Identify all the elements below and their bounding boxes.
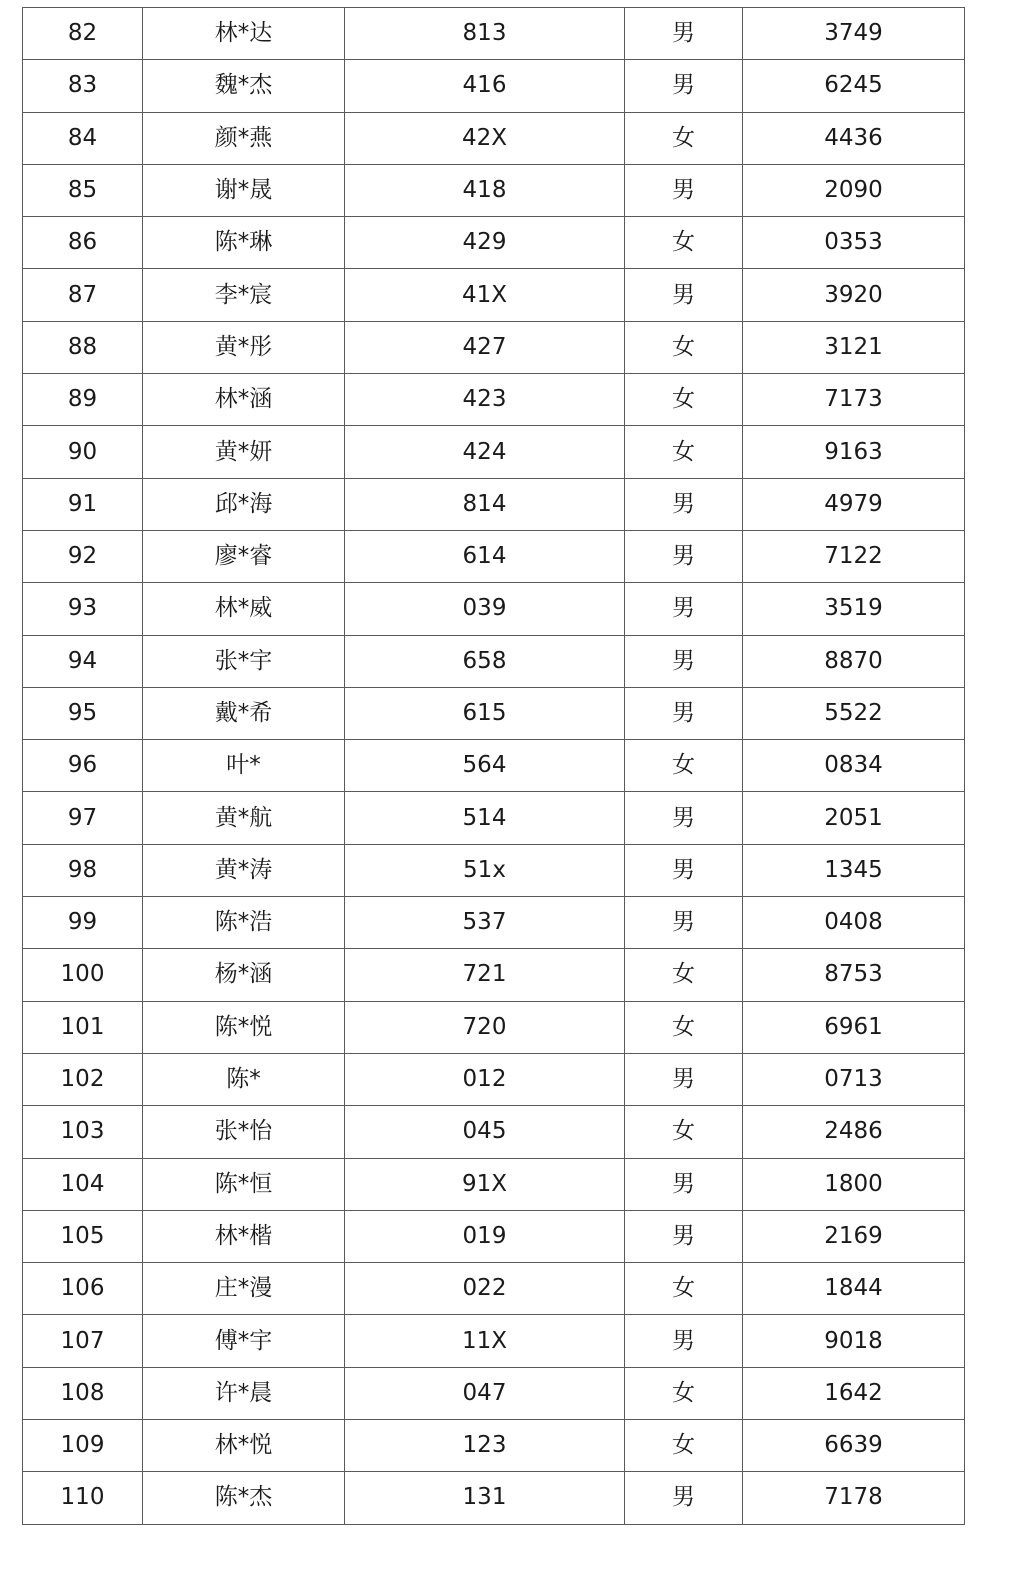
- table-row: [23, 8, 965, 60]
- row-number-cell: 99: [23, 897, 143, 949]
- id-suffix-cell: 42X: [345, 112, 625, 164]
- code-cell: 6639: [743, 1420, 965, 1472]
- code-cell: 5522: [743, 687, 965, 739]
- name-cell: 邱*海: [143, 478, 345, 530]
- gender-cell: 男: [625, 635, 743, 687]
- row-number-cell: 91: [23, 478, 143, 530]
- id-suffix-cell: 721: [345, 949, 625, 1001]
- row-number-cell: 90: [23, 426, 143, 478]
- code-cell: 0713: [743, 1053, 965, 1105]
- row-number-cell: 110: [23, 1472, 143, 1524]
- gender-cell: 女: [625, 1263, 743, 1315]
- table-row: [23, 792, 965, 844]
- code-cell: 7122: [743, 530, 965, 582]
- id-suffix-cell: 012: [345, 1053, 625, 1105]
- id-suffix-cell: 423: [345, 374, 625, 426]
- code-cell: 8870: [743, 635, 965, 687]
- table-row: [23, 1315, 965, 1367]
- code-cell: 8753: [743, 949, 965, 1001]
- gender-cell: 女: [625, 1001, 743, 1053]
- name-cell: 黄*妍: [143, 426, 345, 478]
- row-number-cell: 82: [23, 8, 143, 60]
- name-cell: 张*宇: [143, 635, 345, 687]
- id-suffix-cell: 131: [345, 1472, 625, 1524]
- name-cell: 陈*悦: [143, 1001, 345, 1053]
- code-cell: 9018: [743, 1315, 965, 1367]
- row-number-cell: 93: [23, 583, 143, 635]
- roster-table-body: [23, 8, 965, 1525]
- name-cell: 黄*彤: [143, 321, 345, 373]
- code-cell: 7178: [743, 1472, 965, 1524]
- row-number-cell: 97: [23, 792, 143, 844]
- row-number-cell: 107: [23, 1315, 143, 1367]
- id-suffix-cell: 427: [345, 321, 625, 373]
- name-cell: 庄*漫: [143, 1263, 345, 1315]
- table-row: [23, 1263, 965, 1315]
- name-cell: 林*达: [143, 8, 345, 60]
- table-row: [23, 217, 965, 269]
- code-cell: 1642: [743, 1367, 965, 1419]
- table-row: [23, 583, 965, 635]
- name-cell: 张*怡: [143, 1106, 345, 1158]
- gender-cell: 男: [625, 1158, 743, 1210]
- gender-cell: 女: [625, 1106, 743, 1158]
- name-cell: 廖*睿: [143, 530, 345, 582]
- table-row: [23, 1001, 965, 1053]
- row-number-cell: 94: [23, 635, 143, 687]
- name-cell: 陈*恒: [143, 1158, 345, 1210]
- gender-cell: 男: [625, 583, 743, 635]
- row-number-cell: 92: [23, 530, 143, 582]
- id-suffix-cell: 814: [345, 478, 625, 530]
- gender-cell: 女: [625, 374, 743, 426]
- id-suffix-cell: 537: [345, 897, 625, 949]
- name-cell: 颜*燕: [143, 112, 345, 164]
- row-number-cell: 101: [23, 1001, 143, 1053]
- row-number-cell: 85: [23, 164, 143, 216]
- gender-cell: 女: [625, 321, 743, 373]
- code-cell: 4436: [743, 112, 965, 164]
- table-row: [23, 530, 965, 582]
- row-number-cell: 96: [23, 740, 143, 792]
- row-number-cell: 98: [23, 844, 143, 896]
- name-cell: 戴*希: [143, 687, 345, 739]
- code-cell: 2486: [743, 1106, 965, 1158]
- gender-cell: 男: [625, 792, 743, 844]
- table-row: [23, 164, 965, 216]
- id-suffix-cell: 418: [345, 164, 625, 216]
- row-number-cell: 89: [23, 374, 143, 426]
- row-number-cell: 83: [23, 60, 143, 112]
- code-cell: 2169: [743, 1210, 965, 1262]
- id-suffix-cell: 045: [345, 1106, 625, 1158]
- table-row: [23, 635, 965, 687]
- table-row: [23, 426, 965, 478]
- name-cell: 李*宸: [143, 269, 345, 321]
- name-cell: 林*楷: [143, 1210, 345, 1262]
- table-row: [23, 112, 965, 164]
- table-row: [23, 1472, 965, 1524]
- gender-cell: 女: [625, 1367, 743, 1419]
- gender-cell: 女: [625, 949, 743, 1001]
- code-cell: 2051: [743, 792, 965, 844]
- row-number-cell: 102: [23, 1053, 143, 1105]
- table-row: [23, 374, 965, 426]
- table-row: [23, 897, 965, 949]
- row-number-cell: 87: [23, 269, 143, 321]
- code-cell: 4979: [743, 478, 965, 530]
- name-cell: 林*涵: [143, 374, 345, 426]
- id-suffix-cell: 424: [345, 426, 625, 478]
- name-cell: 魏*杰: [143, 60, 345, 112]
- row-number-cell: 86: [23, 217, 143, 269]
- row-number-cell: 104: [23, 1158, 143, 1210]
- id-suffix-cell: 564: [345, 740, 625, 792]
- gender-cell: 男: [625, 8, 743, 60]
- name-cell: 叶*: [143, 740, 345, 792]
- table-row: [23, 1053, 965, 1105]
- row-number-cell: 106: [23, 1263, 143, 1315]
- gender-cell: 男: [625, 897, 743, 949]
- code-cell: 3121: [743, 321, 965, 373]
- row-number-cell: 105: [23, 1210, 143, 1262]
- row-number-cell: 95: [23, 687, 143, 739]
- name-cell: 陈*琳: [143, 217, 345, 269]
- row-number-cell: 109: [23, 1420, 143, 1472]
- code-cell: 6961: [743, 1001, 965, 1053]
- name-cell: 陈*杰: [143, 1472, 345, 1524]
- id-suffix-cell: 813: [345, 8, 625, 60]
- gender-cell: 男: [625, 1315, 743, 1367]
- table-row: [23, 1367, 965, 1419]
- id-suffix-cell: 11X: [345, 1315, 625, 1367]
- id-suffix-cell: 615: [345, 687, 625, 739]
- id-suffix-cell: 91X: [345, 1158, 625, 1210]
- id-suffix-cell: 51x: [345, 844, 625, 896]
- table-row: [23, 949, 965, 1001]
- gender-cell: 男: [625, 1472, 743, 1524]
- gender-cell: 男: [625, 844, 743, 896]
- roster-table: [22, 7, 965, 1525]
- name-cell: 陈*: [143, 1053, 345, 1105]
- name-cell: 许*晨: [143, 1367, 345, 1419]
- code-cell: 1844: [743, 1263, 965, 1315]
- name-cell: 谢*晟: [143, 164, 345, 216]
- gender-cell: 女: [625, 217, 743, 269]
- id-suffix-cell: 047: [345, 1367, 625, 1419]
- name-cell: 林*威: [143, 583, 345, 635]
- name-cell: 傅*宇: [143, 1315, 345, 1367]
- table-row: [23, 269, 965, 321]
- code-cell: 6245: [743, 60, 965, 112]
- code-cell: 0834: [743, 740, 965, 792]
- table-row: [23, 687, 965, 739]
- table-row: [23, 478, 965, 530]
- gender-cell: 男: [625, 269, 743, 321]
- gender-cell: 女: [625, 426, 743, 478]
- id-suffix-cell: 614: [345, 530, 625, 582]
- id-suffix-cell: 019: [345, 1210, 625, 1262]
- id-suffix-cell: 416: [345, 60, 625, 112]
- gender-cell: 男: [625, 1210, 743, 1262]
- code-cell: 1800: [743, 1158, 965, 1210]
- name-cell: 林*悦: [143, 1420, 345, 1472]
- table-row: [23, 1420, 965, 1472]
- code-cell: 0353: [743, 217, 965, 269]
- code-cell: 2090: [743, 164, 965, 216]
- id-suffix-cell: 039: [345, 583, 625, 635]
- code-cell: 3749: [743, 8, 965, 60]
- table-row: [23, 1210, 965, 1262]
- table-row: [23, 1106, 965, 1158]
- name-cell: 黄*航: [143, 792, 345, 844]
- gender-cell: 男: [625, 530, 743, 582]
- row-number-cell: 103: [23, 1106, 143, 1158]
- table-row: [23, 1158, 965, 1210]
- table-row: [23, 740, 965, 792]
- gender-cell: 女: [625, 1420, 743, 1472]
- gender-cell: 男: [625, 478, 743, 530]
- name-cell: 陈*浩: [143, 897, 345, 949]
- code-cell: 3519: [743, 583, 965, 635]
- row-number-cell: 100: [23, 949, 143, 1001]
- code-cell: 9163: [743, 426, 965, 478]
- gender-cell: 男: [625, 687, 743, 739]
- id-suffix-cell: 41X: [345, 269, 625, 321]
- gender-cell: 女: [625, 112, 743, 164]
- gender-cell: 男: [625, 60, 743, 112]
- table-row: [23, 321, 965, 373]
- gender-cell: 男: [625, 164, 743, 216]
- code-cell: 1345: [743, 844, 965, 896]
- table-row: [23, 844, 965, 896]
- id-suffix-cell: 514: [345, 792, 625, 844]
- id-suffix-cell: 022: [345, 1263, 625, 1315]
- row-number-cell: 88: [23, 321, 143, 373]
- id-suffix-cell: 123: [345, 1420, 625, 1472]
- row-number-cell: 84: [23, 112, 143, 164]
- code-cell: 7173: [743, 374, 965, 426]
- code-cell: 3920: [743, 269, 965, 321]
- table-row: [23, 60, 965, 112]
- id-suffix-cell: 658: [345, 635, 625, 687]
- name-cell: 杨*涵: [143, 949, 345, 1001]
- id-suffix-cell: 720: [345, 1001, 625, 1053]
- gender-cell: 女: [625, 740, 743, 792]
- code-cell: 0408: [743, 897, 965, 949]
- id-suffix-cell: 429: [345, 217, 625, 269]
- name-cell: 黄*涛: [143, 844, 345, 896]
- gender-cell: 男: [625, 1053, 743, 1105]
- row-number-cell: 108: [23, 1367, 143, 1419]
